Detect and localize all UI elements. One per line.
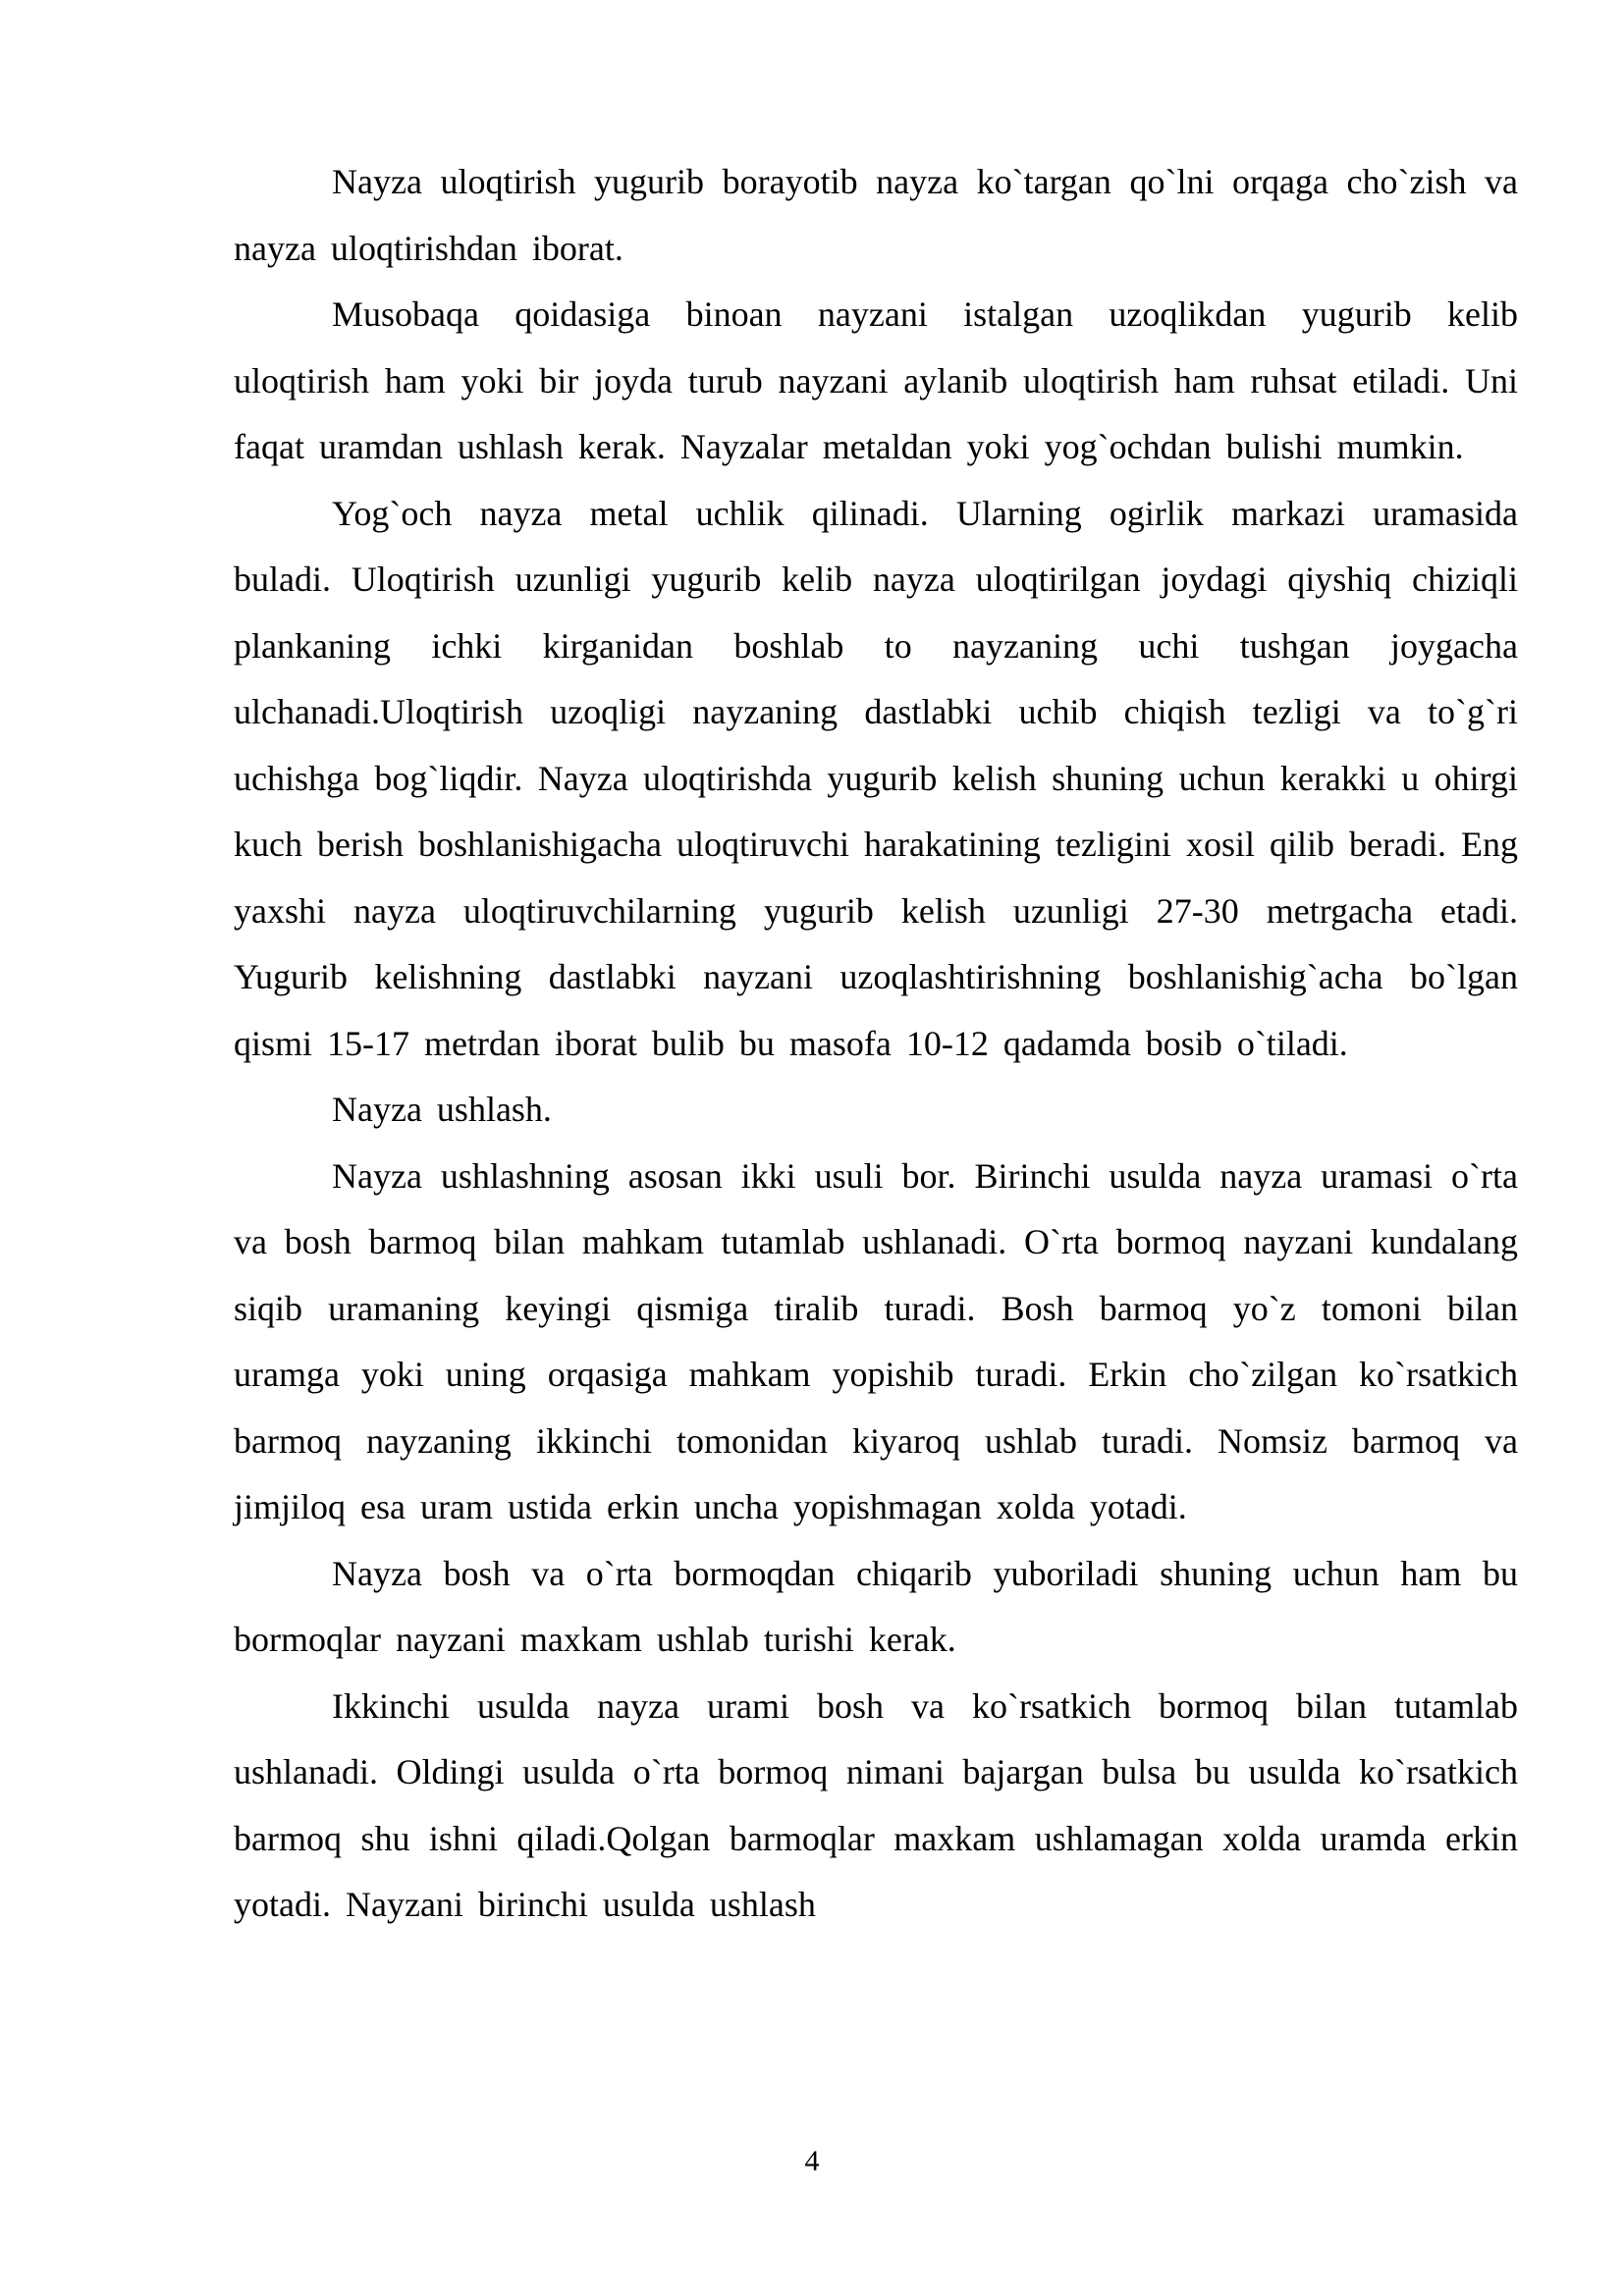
- section-heading: Nayza ushlash.: [332, 1090, 552, 1129]
- body-text: [234, 149, 1518, 1939]
- paragraph-1: Nayza uloqtirish yugurib borayotib nayza ko`targan qo`lni orqaga cho`zish va nayza uloqtirishdan iborat.: [234, 162, 1518, 268]
- page-number: 4: [804, 2145, 820, 2177]
- paragraph-3: Yog`och nayza metal uchlik qilinadi. Ularning ogirlik markazi uramasida buladi. Uloqtirish uzunligi yugurib kelib nayza uloqtirilgan joydagi qiyshiq chiziqli plankaning ichki kirganidan boshlab to nayzaning uchi tushgan joygacha ulchanadi.Uloqtirish uzoqligi nayzaning dastlabki uchib chiqish tezligi va to`g`ri uchishga bog`liqdir. Nayza uloqtirishda yugurib kelish shuning uchun kerakki u ohirgi kuch berish boshlanishigacha uloqtiruvchi harakatining tezligini xosil qilib beradi. Eng yaxshi nayza uloqtiruvchilarning yugurib kelish uzunligi 27-30 metrgacha etadi. Yugurib kelishning dastlabki nayzani uzoqlashtirishning boshlanishig`acha bo`lgan qismi 15-17 metrdan iborat bulib bu masofa 10-12 qadamda bosib o`tiladi.: [234, 493, 1518, 1063]
- paragraph-2: Musobaqa qoidasiga binoan nayzani istalgan uzoqlikdan yugurib kelib uloqtirish ham yoki bir joyda turub nayzani aylanib uloqtirish ham ruhsat etiladi. Uni faqat uramdan ushlash kerak. Nayzalar metaldan yoki yog`ochdan bulishi mumkin.: [234, 294, 1518, 466]
- paragraph-5: Nayza bosh va o`rta bormoqdan chiqarib yuboriladi shuning uchun ham bu bormoqlar nayzani maxkam ushlab turishi kerak.: [234, 1553, 1518, 1659]
- paragraph-4: Nayza ushlashning asosan ikki usuli bor. Birinchi usulda nayza uramasi o`rta va bosh barmoq bilan mahkam tutamlab ushlanadi. O`rta bormoq nayzani kundalang siqib uramaning keyingi qismiga tiralib turadi. Bosh barmoq yo`z tomoni bilan uramga yoki uning orqasiga mahkam yopishib turadi. Erkin cho`zilgan ko`rsatkich barmoq nayzaning ikkinchi tomonidan kiyaroq ushlab turadi. Nomsiz barmoq va jimjiloq esa uram ustida erkin uncha yopishmagan xolda yotadi.: [234, 1155, 1518, 1526]
- paragraph-6: Ikkinchi usulda nayza urami bosh va ko`rsatkich bormoq bilan tutamlab ushlanadi. Oldingi usulda o`rta bormoq nimani bajargan bulsa bu usulda ko`rsatkich barmoq shu ishni qiladi.Qolgan barmoqlar maxkam ushlamagan xolda uramda erkin yotadi. Nayzani birinchi usulda ushlash: [234, 1685, 1518, 1924]
